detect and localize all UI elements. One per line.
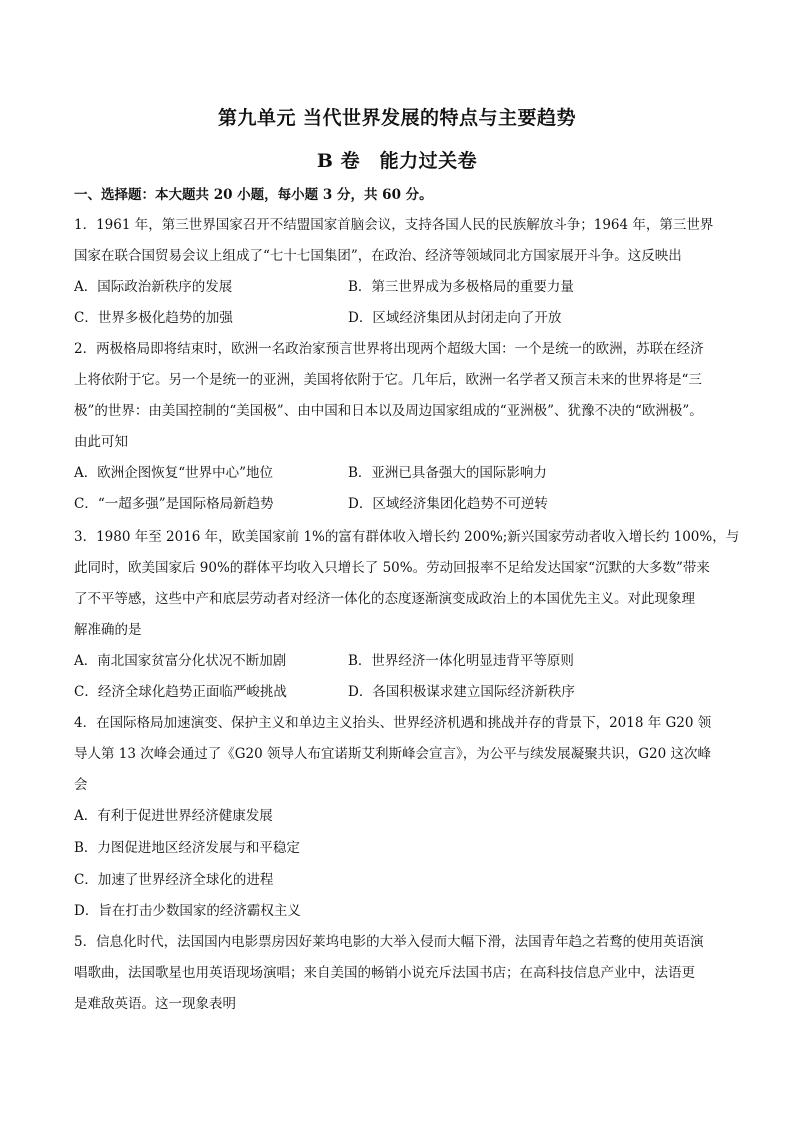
question-4-line-3: 会: [74, 777, 88, 793]
question-4-line-2: 导人第 13 次峰会通过了《G20 领导人布宜诺斯艾利斯峰会宣言》，为公平与续发展凝聚共识，G20 这次峰: [74, 746, 712, 762]
question-3-line-4: 解准确的是: [74, 622, 142, 638]
question-1-option-b: B．第三世界成为多极格局的重要力量: [348, 279, 574, 295]
question-2-line-2: 上将依附于它。另一个是统一的亚洲，美国将依附于它。几年后，欧洲一名学者又预言未来的世界将是“三: [74, 372, 702, 388]
question-3-line-2: 此同时，欧美国家后 90%的群体平均收入只增长了 50%。劳动回报率不足给发达国家“沉默的大多数”带来: [74, 560, 710, 576]
page-subtitle: B 卷 能力过关卷: [316, 150, 478, 172]
question-2-option-a: A．欧洲企图恢复“世界中心”地位: [74, 465, 274, 481]
question-1-option-c: C．世界多极化趋势的加强: [74, 310, 233, 326]
question-5-line-3: 是难敌英语。这一现象表明: [74, 996, 236, 1012]
question-4-option-b: B．力图促进地区经济发展与和平稳定: [74, 840, 300, 856]
question-3-option-a: A．南北国家贫富分化状况不断加剧: [74, 653, 287, 669]
question-3-line-1: 3．1980 年至 2016 年，欧美国家前 1%的富有群体收入增长约 200%;新兴国家劳动者收入增长约 100%，与: [74, 529, 740, 545]
question-3-line-3: 了不平等感，这些中产和底层劳动者对经济一体化的态度逐渐演变成政治上的本国优先主义。对此现象理: [74, 591, 695, 607]
question-2-option-c: C．“一超多强”是国际格局新趋势: [74, 496, 274, 512]
question-4-option-d: D．旨在打击少数国家的经济霸权主义: [74, 903, 301, 919]
question-3-option-b: B．世界经济一体化明显违背平等原则: [348, 653, 574, 669]
question-3-option-c: C．经济全球化趋势正面临严峻挑战: [74, 684, 287, 700]
question-5-line-2: 唱歌曲，法国歌星也用英语现场演唱；来自美国的畅销小说充斥法国书店；在高科技信息产业中，法语更: [74, 965, 695, 981]
question-2-option-b: B．亚洲已具备强大的国际影响力: [348, 465, 547, 481]
question-1-line-2: 国家在联合国贸易会议上组成了“七十七国集团”，在政治、经济等领域同北方国家展开斗争。这反映出: [74, 248, 682, 264]
page-title: 第九单元 当代世界发展的特点与主要趋势: [217, 107, 577, 129]
question-2-option-d: D．区域经济集团化趋势不可逆转: [348, 496, 548, 512]
question-3-option-d: D．各国积极谋求建立国际经济新秩序: [348, 684, 575, 700]
question-2-line-1: 2．两极格局即将结束时，欧洲一名政治家预言世界将出现两个超级大国：一个是统一的欧洲，苏联在经济: [74, 341, 704, 357]
question-5-line-1: 5．信息化时代，法国国内电影票房因好莱坞电影的大举入侵而大幅下滑，法国青年趋之若鹜的使用英语演: [74, 934, 704, 950]
question-4-option-a: A．有利于促进世界经济健康发展: [74, 808, 273, 824]
question-4-option-c: C．加速了世界经济全球化的进程: [74, 872, 274, 888]
question-2-line-3: 极”的世界：由美国控制的“美国极”、由中国和日本以及周边国家组成的“亚洲极”、犹豫不决的“欧洲极”。: [74, 403, 703, 419]
section-heading: 一、选择题：本大题共 20 小题，每小题 3 分，共 60 分。: [74, 187, 433, 203]
question-1-option-a: A．国际政治新秩序的发展: [74, 279, 233, 295]
question-1-option-d: D．区域经济集团从封闭走向了开放: [348, 310, 562, 326]
question-1-line-1: 1．1961 年，第三世界国家召开不结盟国家首脑会议，支持各国人民的民族解放斗争；1964 年，第三世界: [74, 217, 714, 233]
question-4-line-1: 4．在国际格局加速演变、保护主义和单边主义抬头、世界经济机遇和挑战并存的背景下，2018 年 G20 领: [74, 715, 712, 731]
question-2-line-4: 由此可知: [74, 434, 128, 450]
